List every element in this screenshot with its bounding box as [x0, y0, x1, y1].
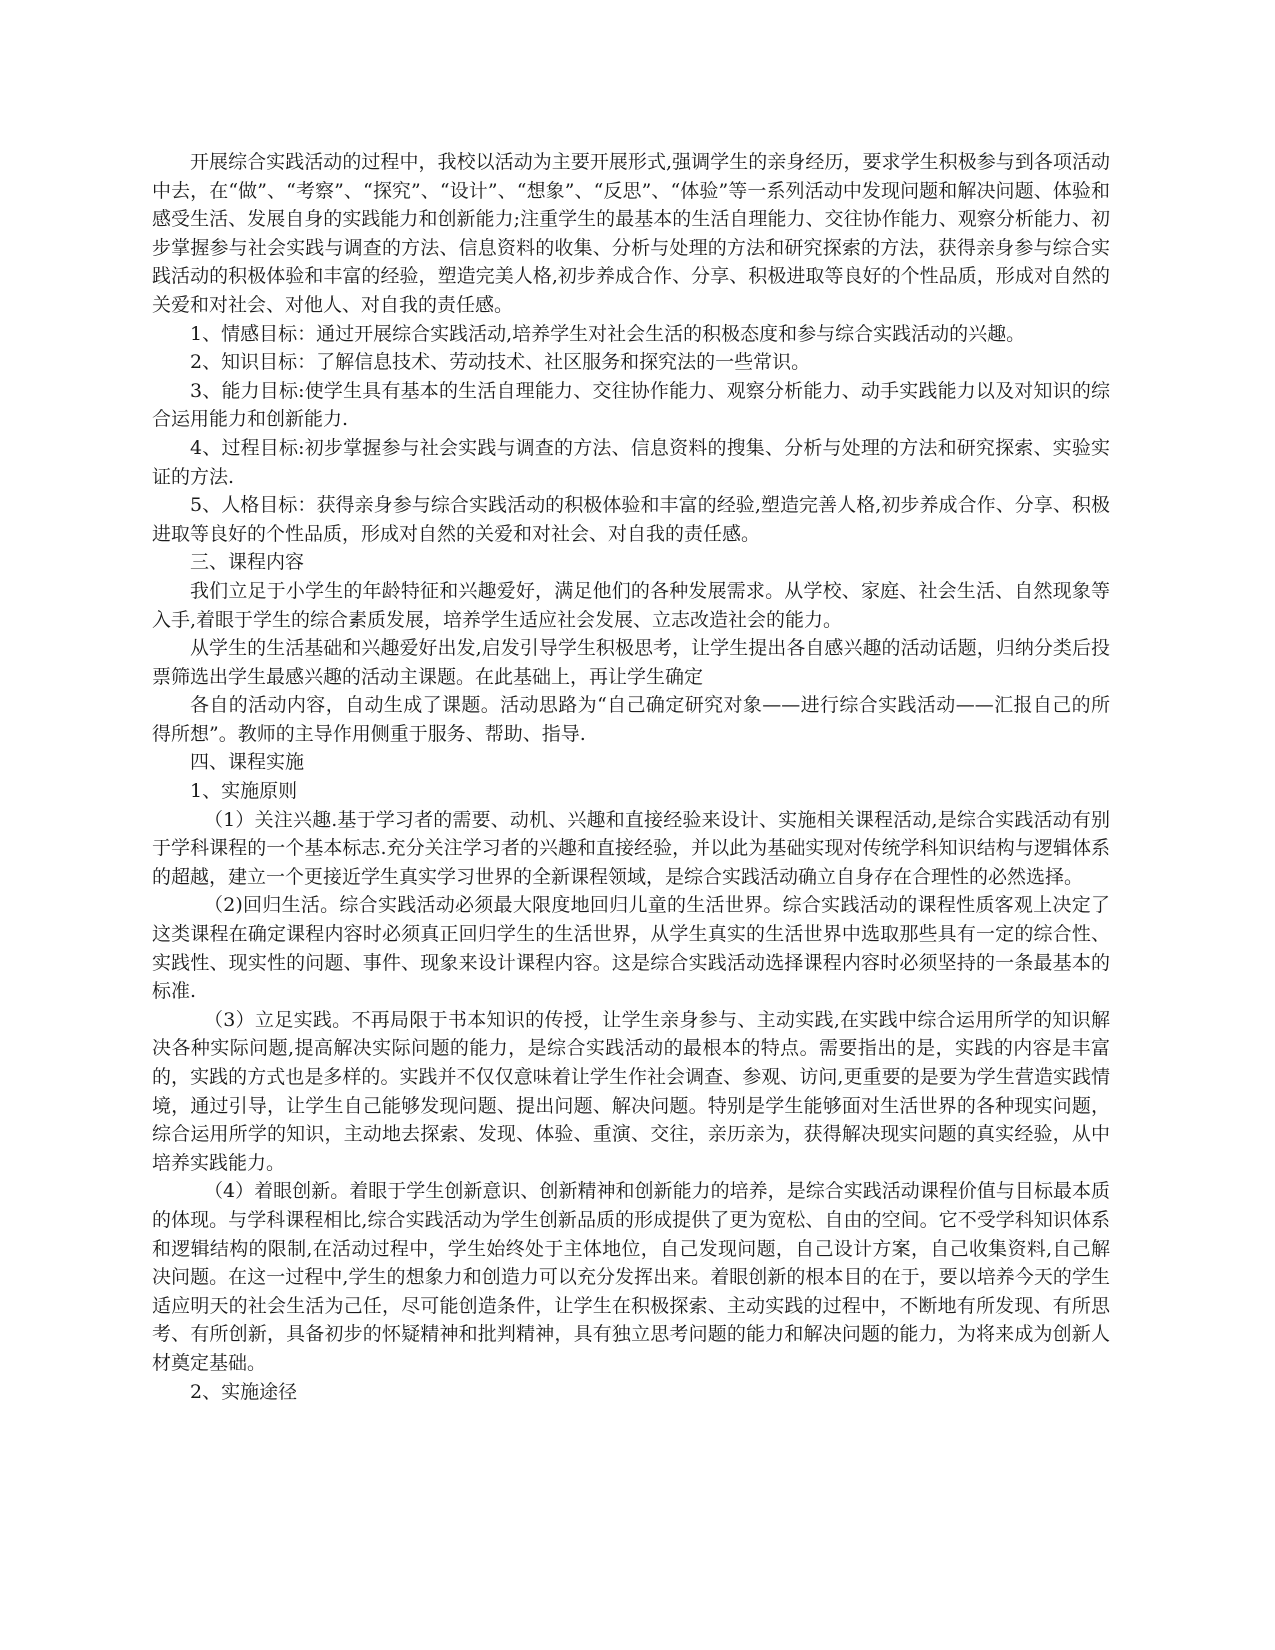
- paragraph-goal-personality: 5、人格目标：获得亲身参与综合实践活动的积极体验和丰富的经验,塑造完善人格,初步养成合作、分享、积极进取等良好的个性品质，形成对自然的关爱和对社会、对自我的责任感。: [152, 494, 1110, 545]
- paragraph-goal-emotion: 1、情感目标：通过开展综合实践活动,培养学生对社会生活的积极态度和参与综合实践活动的兴趣。: [190, 322, 1026, 345]
- paragraph-content-1: 我们立足于小学生的年龄特征和兴趣爱好，满足他们的各种发展需求。从学校、家庭、社会生活、自然现象等入手,着眼于学生的综合素质发展，培养学生适应社会发展、立志改造社会的能力。: [152, 579, 1110, 631]
- paragraph-goal-knowledge: 2、知识目标：了解信息技术、劳动技术、社区服务和探究法的一些常识。: [190, 351, 811, 374]
- paragraph-content-3: 各自的活动内容，自动生成了课题。活动思路为“自己确定研究对象——进行综合实践活动——汇报自己的所得所想”。教师的主导作用侧重于服务、帮助、指导.: [152, 694, 1110, 745]
- paragraph-goal-ability: 3、能力目标:使学生具有基本的生活自理能力、交往协作能力、观察分析能力、动手实践能力以及对知识的综合运用能力和创新能力.: [152, 379, 1110, 431]
- heading-course-implementation: 四、课程实施: [190, 751, 305, 774]
- heading-principles: 1、实施原则: [190, 780, 298, 803]
- paragraph-intro: 开展综合实践活动的过程中，我校以活动为主要开展形式,强调学生的亲身经历，要求学生积极参与到各项活动中去，在“做”、“考察”、“探究”、“设计”、“想象”、“反思”、“体验”等一系列活动中发现问题和解决问题、体验和感受生活、发展自身的实践能力和创新能力;注重学生的最基本的生活自理能力、交往协作能力、观察分析能力、初步掌握参与社会实践与调查的方法、信息资料的收集、分析与处理的方法和研究探索的方法，获得亲身参与综合实践活动的积极体验和丰富的经验，塑造完美人格,初步养成合作、分享、积极进取等良好的个性品质，形成对自然的关爱和对社会、对他人、对自我的责任感。: [152, 151, 1110, 316]
- paragraph-content-2: 从学生的生活基础和兴趣爱好出发,启发引导学生积极思考，让学生提出各自感兴趣的活动话题，归纳分类后投票筛选出学生最感兴趣的活动主课题。在此基础上，再让学生确定: [152, 637, 1110, 688]
- paragraph-principle-innovation: （4）着眼创新。着眼于学生创新意识、创新精神和创新能力的培养，是综合实践活动课程价值与目标最本质的体现。与学科课程相比,综合实践活动为学生创新品质的形成提供了更为宽松、自由的空间。它不受学科知识体系和逻辑结构的限制,在活动过程中，学生始终处于主体地位，自己发现问题，自己设计方案，自己收集资料,自己解决问题。在这一过程中,学生的想象力和创造力可以充分发挥出来。着眼创新的根本目的在于，要以培养今天的学生适应明天的社会生活为己任，尽可能创造条件，让学生在积极探索、主动实践的过程中，不断地有所发现、有所思考、有所创新，具备初步的怀疑精神和批判精神，具有独立思考问题的能力和解决问题的能力，为将来成为创新人材奠定基础。: [152, 1180, 1110, 1374]
- paragraph-goal-process: 4、过程目标:初步掌握参与社会实践与调查的方法、信息资料的搜集、分析与处理的方法和研究探索、实验实证的方法.: [152, 436, 1110, 488]
- heading-course-content: 三、课程内容: [190, 551, 305, 574]
- paragraph-principle-practice: （3）立足实践。不再局限于书本知识的传授，让学生亲身参与、主动实践,在实践中综合运用所学的知识解决各种实际问题,提高解决实际问题的能力，是综合实践活动的最根本的特点。需要指出的是，实践的内容是丰富的，实践的方式也是多样的。实践并不仅仅意味着让学生作社会调查、参观、访问,更重要的是要为学生营造实践情境，通过引导，让学生自己能够发现问题、提出问题、解决问题。特别是学生能够面对生活世界的各种现实问题，综合运用所学的知识，主动地去探索、发现、体验、重演、交往，亲历亲为，获得解决现实问题的真实经验，从中培养实践能力。: [152, 1008, 1110, 1174]
- heading-implementation-paths: 2、实施途径: [190, 1380, 298, 1403]
- document-body: [152, 148, 1110, 1406]
- paragraph-principle-interest: （1）关注兴趣.基于学习者的需要、动机、兴趣和直接经验来设计、实施相关课程活动,是综合实践活动有别于学科课程的一个基本标志.充分关注学习者的兴趣和直接经验，并以此为基础实现对传统学科知识结构与逻辑体系的超越，建立一个更接近学生真实学习世界的全新课程领域，是综合实践活动确立自身存在合理性的必然选择。: [152, 808, 1110, 888]
- paragraph-principle-life: （2)回归生活。综合实践活动必须最大限度地回归儿童的生活世界。综合实践活动的课程性质客观上决定了这类课程在确定课程内容时必须真正回归学生的生活世界，从学生真实的生活世界中选取那些具有一定的综合性、实践性、现实性的问题、事件、现象来设计课程内容。这是综合实践活动选择课程内容时必须坚持的一条最基本的标准.: [152, 894, 1110, 1003]
